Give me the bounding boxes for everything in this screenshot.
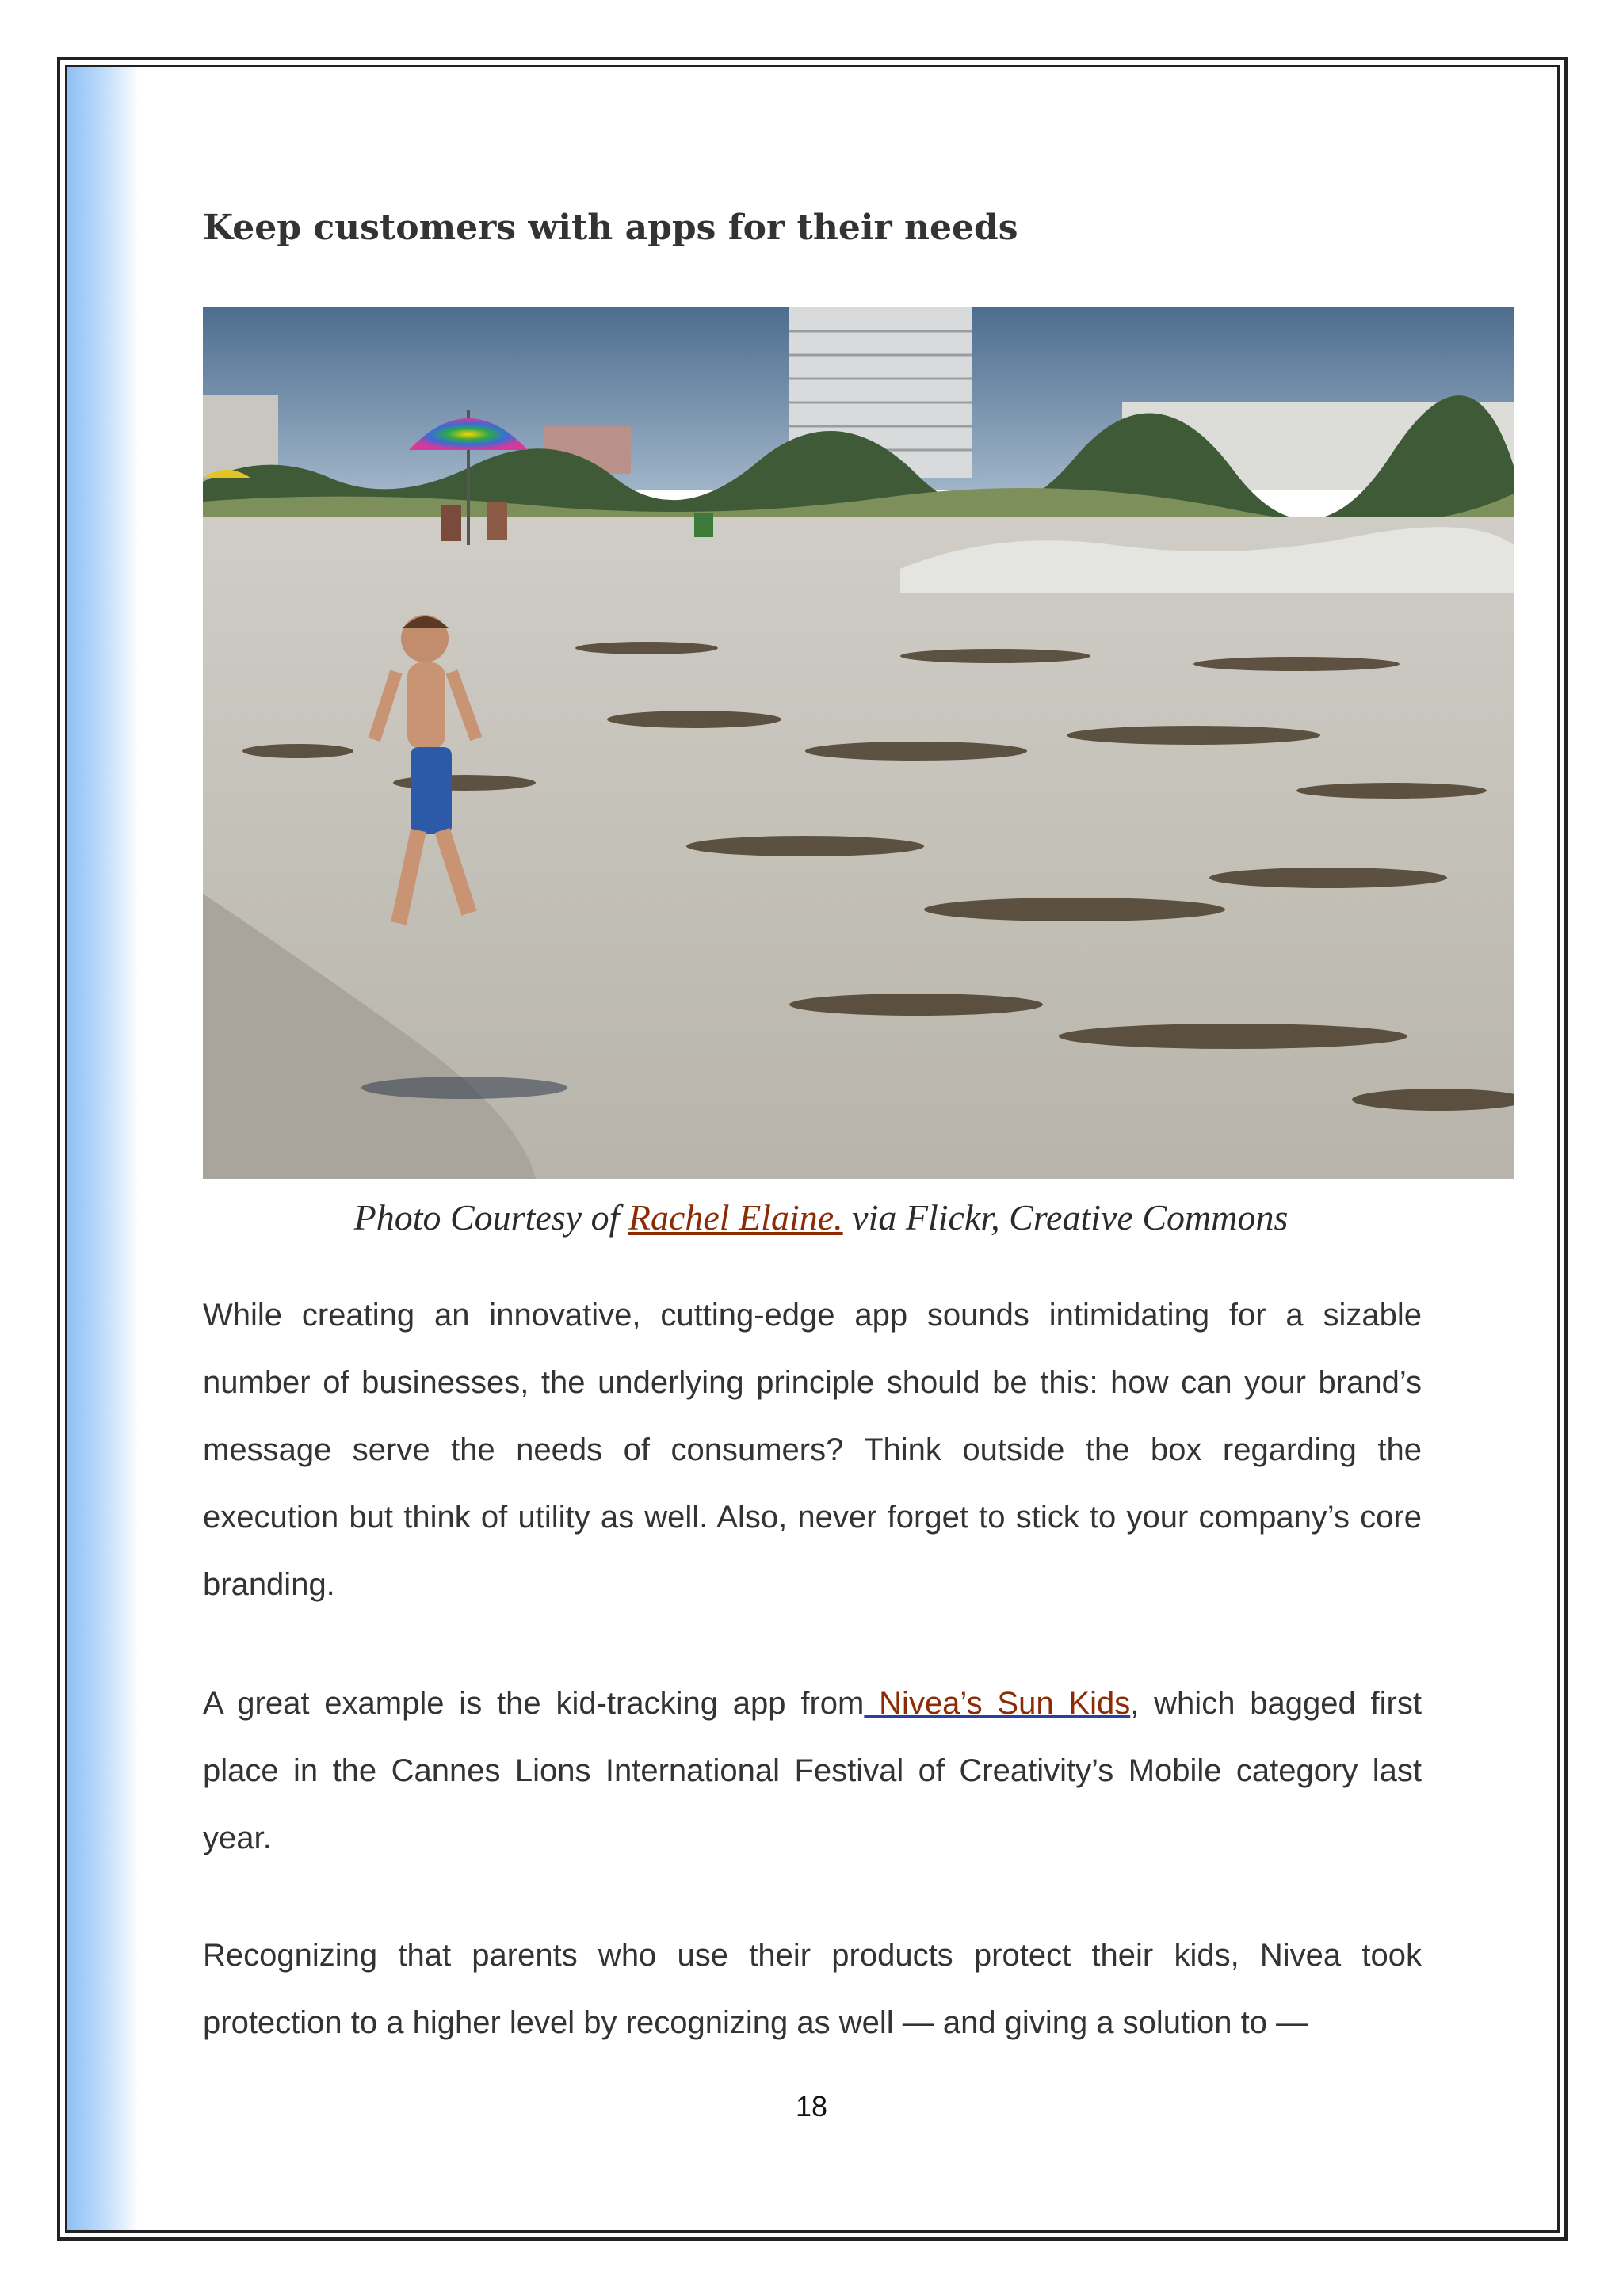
paragraph-1: While creating an innovative, cutting-edge app sounds intimidating for a sizable number of businesses, the underlying principle should be this: how can your brand’s message serve the needs of consumers? Think outside the box regarding the execution but think of utility as well. Also, never forget to stick to your company’s core branding. xyxy=(203,1298,1422,1602)
photo-caption xyxy=(203,1196,1439,1238)
paragraph-2 xyxy=(203,1670,1422,1872)
beach-photo xyxy=(203,307,1514,1179)
caption-suffix: via Flickr, Creative Commons xyxy=(842,1197,1289,1238)
paragraph-3: Recognizing that parents who use their products protect their kids, Nivea took protection to a higher level by recognizing as well — and giving a solution to — xyxy=(203,1938,1422,2040)
caption-prefix: Photo Courtesy of xyxy=(353,1197,628,1238)
paragraph-2-after: , which bagged first place in the Cannes Lions International Festival of Creativity’s Mobile category last year. xyxy=(203,1686,1422,1855)
nivea-sun-kids-link[interactable]: Nivea’s Sun Kids xyxy=(864,1686,1131,1721)
paragraph-2-before: A great example is the kid-tracking app from xyxy=(203,1686,865,1721)
page-number: 18 xyxy=(795,2090,828,2122)
beach-photo-illustration xyxy=(203,307,1514,1179)
side-gradient-band xyxy=(67,67,139,2230)
caption-author-link[interactable]: Rachel Elaine. xyxy=(628,1197,843,1238)
section-heading: Keep customers with apps for their needs xyxy=(203,208,1018,248)
